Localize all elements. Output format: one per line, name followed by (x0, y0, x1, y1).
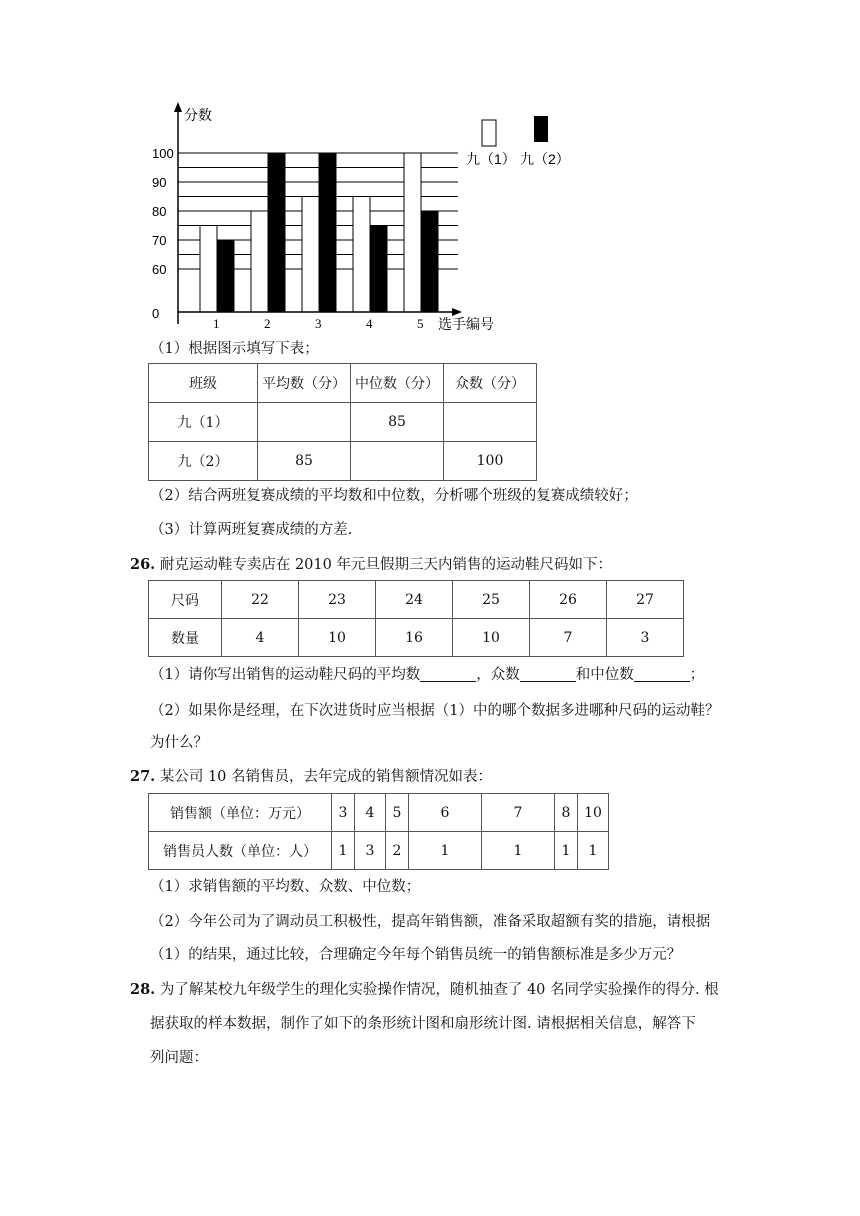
q25-part1: （1）根据图示填写下表； (150, 341, 319, 357)
q26-cell: 16 (376, 619, 453, 657)
q27-part1: （1）求销售额的平均数、众数、中位数； (150, 879, 421, 895)
q27-part2-cont: （1）的结果，通过比较，合理确定今年每个销售员统一的销售额标准是多少万元？ (150, 947, 682, 963)
y-tick-label: 100 (152, 146, 174, 161)
q27-cell: 10 (578, 794, 609, 832)
q27-cell: 4 (355, 794, 386, 832)
y-tick-label: 60 (152, 262, 167, 277)
x-tick-label: 2 (264, 316, 271, 331)
q26-part1-text-c: 和中位数 (575, 667, 634, 683)
q27-cell: 1 (482, 832, 555, 870)
q25-header-median: 中位数（分） (351, 364, 444, 403)
q26-cell: 10 (453, 619, 530, 657)
y-tick-labels (152, 146, 174, 321)
q26-part2-cont: 为什么？ (150, 735, 208, 751)
x-tick-labels (213, 316, 424, 331)
q27-part2: （2）今年公司为了调动员工积极性，提高年销售额，准备采取超额有奖的措施，请根据 (150, 914, 711, 930)
bar-class2-1 (217, 240, 234, 312)
legend-swatch-class2 (534, 116, 548, 142)
q28-stem-line3: 列问题： (150, 1050, 208, 1066)
q26-cell: 数量 (149, 619, 222, 657)
q25-part2: （2）结合两班复赛成绩的平均数和中位数，分析哪个班级的复赛成绩较好； (150, 488, 638, 504)
q26-cell: 22 (222, 581, 299, 619)
q27-cell: 1 (332, 832, 355, 870)
q26-table (148, 580, 684, 657)
q25-cell: 85 (258, 442, 351, 481)
q25-cell (258, 403, 351, 442)
bar-class1-3 (302, 197, 319, 313)
q25-header-mode: 众数（分） (444, 364, 537, 403)
q25-cell: 85 (351, 403, 444, 442)
bar-class2-5 (421, 211, 438, 312)
answer-blank-median[interactable] (634, 665, 690, 682)
q26-cell: 4 (222, 619, 299, 657)
q26-cell: 3 (607, 619, 684, 657)
q26-stem-text: 耐克运动鞋专卖店在 2010 年元旦假期三天内销售的运动鞋尺码如下： (159, 557, 612, 573)
q26-part1-text-d: ； (689, 667, 705, 683)
y-tick-label: 90 (152, 175, 167, 190)
q27-table (148, 793, 609, 870)
q27-cell: 2 (386, 832, 409, 870)
x-tick-label: 1 (213, 316, 220, 331)
q27-cell: 5 (386, 794, 409, 832)
answer-blank-mode[interactable] (520, 665, 576, 682)
q28-stem-line1 (130, 980, 719, 1000)
q27-cell: 1 (555, 832, 578, 870)
bar-class1-5 (404, 153, 421, 312)
q25-header-mean: 平均数（分） (258, 364, 351, 403)
q28-number: 28. (130, 981, 156, 998)
legend-label-class2: 九（2） (520, 151, 570, 167)
q25-header-class: 班级 (149, 364, 258, 403)
q27-stem-text: 某公司 10 名销售员，去年完成的销售额情况如表： (159, 769, 493, 785)
y-tick-label: 0 (152, 306, 160, 321)
y-axis-label: 分数 (184, 107, 212, 123)
bar-class2-4 (370, 226, 387, 313)
bar-class2-2 (268, 153, 285, 312)
q26-part1-text-b: ，众数 (476, 667, 520, 683)
q26-cell: 23 (299, 581, 376, 619)
q26-cell: 7 (530, 619, 607, 657)
q26-cell: 25 (453, 581, 530, 619)
q26-cell: 24 (376, 581, 453, 619)
x-tick-label: 4 (366, 316, 373, 331)
bar-class1-4 (353, 197, 370, 313)
q27-cell: 销售额（单位：万元） (149, 794, 332, 832)
q25-cell: 九（2） (149, 442, 258, 481)
chart-bars (200, 153, 438, 312)
q27-cell: 6 (409, 794, 482, 832)
y-tick-label: 70 (152, 233, 167, 248)
q27-cell: 7 (482, 794, 555, 832)
x-tick-label: 5 (417, 316, 424, 331)
q27-cell: 销售员人数（单位：人） (149, 832, 332, 870)
q25-part3: （3）计算两班复赛成绩的方差. (150, 522, 353, 538)
q27-number: 27. (130, 768, 156, 785)
q26-stem (130, 555, 612, 575)
bar-class1-1 (200, 226, 217, 313)
q26-cell: 26 (530, 581, 607, 619)
q25-table (148, 363, 537, 481)
q26-part1-text-a: （1）请你写出销售的运动鞋尺码的平均数 (150, 667, 421, 683)
score-bar-chart (148, 98, 578, 333)
q28-stem-line2: 据获取的样本数据，制作了如下的条形统计图和扇形统计图. 请根据相关信息，解答下 (150, 1016, 696, 1032)
legend-swatch-class1 (482, 120, 496, 146)
q26-part1 (150, 665, 704, 685)
q27-cell: 1 (578, 832, 609, 870)
q26-part2: （2）如果你是经理，在下次进货时应当根据（1）中的哪个数据多进哪种尺码的运动鞋？ (150, 703, 720, 719)
q25-cell (351, 442, 444, 481)
answer-blank-mean[interactable] (420, 665, 476, 682)
chart-legend (466, 116, 570, 167)
q27-stem (130, 767, 492, 787)
q26-cell: 10 (299, 619, 376, 657)
q27-cell: 8 (555, 794, 578, 832)
q27-cell: 1 (409, 832, 482, 870)
bar-class2-3 (319, 153, 336, 312)
legend-label-class1: 九（1） (466, 151, 516, 167)
q25-cell: 九（1） (149, 403, 258, 442)
q27-cell: 3 (355, 832, 386, 870)
q26-cell: 尺码 (149, 581, 222, 619)
x-axis-label: 选手编号 (438, 316, 494, 332)
q25-cell (444, 403, 537, 442)
q25-cell: 100 (444, 442, 537, 481)
q26-number: 26. (130, 556, 156, 573)
bar-class1-2 (251, 211, 268, 312)
y-tick-label: 80 (152, 204, 167, 219)
q26-cell: 27 (607, 581, 684, 619)
x-tick-label: 3 (315, 316, 322, 331)
q28-stem-text-1: 为了解某校九年级学生的理化实验操作情况，随机抽查了 40 名同学实验操作的得分. 根 (159, 982, 719, 998)
q27-cell: 3 (332, 794, 355, 832)
